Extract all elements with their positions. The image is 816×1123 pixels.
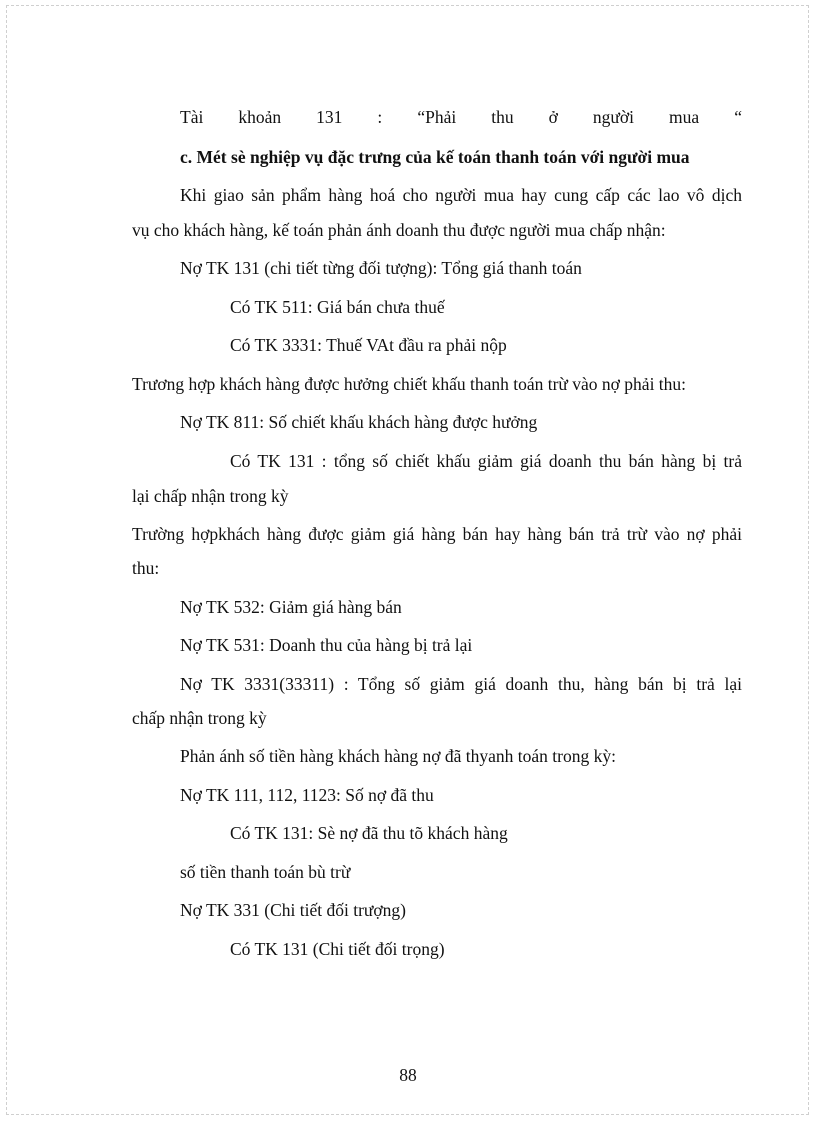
paragraph-line: Trương hợp khách hàng được hưởng chiết khấu thanh toán trừ vào nợ phải thu: bbox=[132, 374, 687, 394]
entry-credit: Có TK 131 (Chi tiết đối trọng) bbox=[230, 939, 445, 959]
paragraph-line: Khi giao sản phẩm hàng hoá cho người mua hay cung cấp các lao vô dịch bbox=[180, 185, 742, 205]
entry-credit: Có TK 131: Sè nợ đã thu tõ khách hàng bbox=[230, 823, 508, 843]
entry-debit: Nợ TK 532: Giảm giá hàng bán bbox=[180, 597, 402, 617]
paragraph-line: chấp nhận trong kỳ bbox=[132, 708, 267, 728]
entry-credit: Có TK 131 : tổng số chiết khấu giảm giá doanh thu bán hàng bị trả bbox=[230, 451, 742, 471]
entry-credit: Có TK 3331: Thuế VAt đầu ra phải nộp bbox=[230, 335, 507, 355]
entry-debit: Nợ TK 531: Doanh thu của hàng bị trả lại bbox=[180, 635, 473, 655]
entry-debit: Nợ TK 131 (chi tiết từng đối tượng): Tổng giá thanh toán bbox=[180, 258, 582, 278]
entry-debit: Nợ TK 811: Số chiết khấu khách hàng được hưởng bbox=[180, 412, 538, 432]
account-title-line: Tài khoản 131 : “Phải thu ở người mua “ bbox=[180, 107, 742, 127]
page-number: 88 bbox=[399, 1065, 417, 1085]
entry-debit: Nợ TK 3331(33311) : Tổng số giảm giá doanh thu, hàng bán bị trả lại bbox=[180, 674, 742, 694]
paragraph-line: số tiền thanh toán bù trừ bbox=[180, 862, 351, 882]
entry-credit: Có TK 511: Giá bán chưa thuế bbox=[230, 297, 445, 317]
paragraph-line: Phản ánh số tiền hàng khách hàng nợ đã thyanh toán trong kỳ: bbox=[180, 746, 616, 766]
paragraph-line: thu: bbox=[132, 558, 160, 578]
entry-debit: Nợ TK 331 (Chi tiết đối trượng) bbox=[180, 900, 406, 920]
entry-debit: Nợ TK 111, 112, 1123: Số nợ đã thu bbox=[180, 785, 434, 805]
paragraph-line: Trường hợpkhách hàng được giảm giá hàng bán hay hàng bán trả trừ vào nợ phải bbox=[132, 524, 742, 544]
section-heading: c. Mét sè nghiệp vụ đặc trưng của kế toán thanh toán với người mua bbox=[180, 147, 690, 167]
paragraph-line: vụ cho khách hàng, kế toán phản ánh doanh thu được người mua chấp nhận: bbox=[132, 220, 666, 240]
paragraph-line: lại chấp nhận trong kỳ bbox=[132, 486, 289, 506]
